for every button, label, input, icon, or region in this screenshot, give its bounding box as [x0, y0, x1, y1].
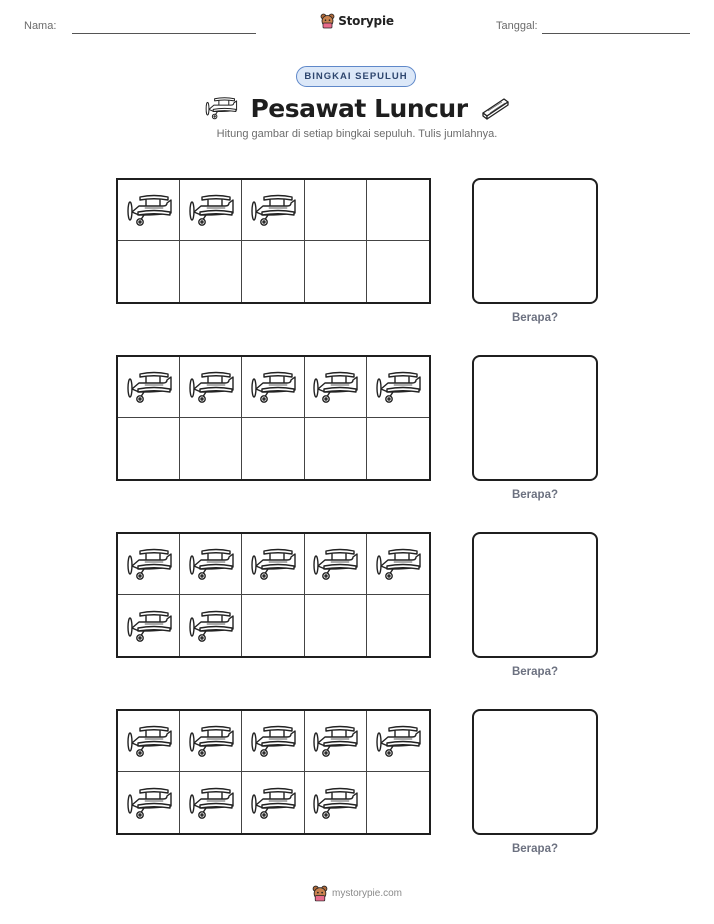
answer-box[interactable] — [472, 709, 598, 835]
biplane-icon — [125, 786, 173, 820]
frame-cell — [367, 180, 429, 241]
frame-cell — [305, 711, 367, 772]
name-label: Nama: — [24, 20, 57, 32]
frame-cell — [242, 357, 304, 418]
biplane-icon — [311, 786, 359, 820]
biplane-icon — [311, 547, 359, 581]
frame-cell — [180, 241, 242, 302]
biplane-icon — [125, 193, 173, 227]
instructions: Hitung gambar di setiap bingkai sepuluh. Tulis jumlahnya. — [216, 128, 498, 140]
frame-cell — [242, 534, 304, 595]
frame-cell — [305, 595, 367, 656]
bear-logo-icon — [320, 13, 335, 29]
frame-cell — [118, 357, 180, 418]
frame-cell — [367, 241, 429, 302]
biplane-icon — [249, 786, 297, 820]
frame-cell — [180, 772, 242, 833]
frame-cell — [118, 534, 180, 595]
biplane-icon — [374, 724, 422, 758]
frame-cell — [305, 772, 367, 833]
frame-cell — [305, 241, 367, 302]
frame-cell — [367, 772, 429, 833]
footer-url: mystorypie.com — [331, 888, 402, 899]
date-line[interactable] — [542, 33, 690, 34]
frame-cell — [242, 241, 304, 302]
biplane-icon — [249, 547, 297, 581]
bear-logo-icon — [312, 885, 328, 902]
page-title: Pesawat Luncur — [250, 93, 468, 123]
biplane-icon — [187, 786, 235, 820]
frame-cell — [118, 772, 180, 833]
biplane-icon — [125, 724, 173, 758]
frame-cell — [367, 595, 429, 656]
answer-label: Berapa? — [511, 312, 559, 324]
frame-cell — [242, 595, 304, 656]
frame-cell — [305, 357, 367, 418]
answer-box[interactable] — [472, 355, 598, 481]
frame-cell — [242, 772, 304, 833]
answer-label: Berapa? — [511, 843, 559, 855]
wood-plank-icon — [480, 96, 510, 120]
ten-frame — [116, 709, 431, 835]
answer-box[interactable] — [472, 178, 598, 304]
biplane-icon — [187, 370, 235, 404]
frame-cell — [118, 241, 180, 302]
biplane-icon — [311, 370, 359, 404]
biplane-icon — [249, 724, 297, 758]
name-line[interactable] — [72, 33, 256, 34]
title-row — [0, 90, 714, 126]
frame-cell — [242, 711, 304, 772]
ten-frame-row-1 — [116, 178, 616, 338]
ten-frame — [116, 178, 431, 304]
biplane-icon — [187, 724, 235, 758]
ten-frame-row-4 — [116, 709, 616, 869]
biplane-icon — [187, 193, 235, 227]
frame-cell — [305, 418, 367, 479]
biplane-icon — [204, 95, 238, 121]
biplane-icon — [249, 193, 297, 227]
frame-cell — [118, 180, 180, 241]
frame-cell — [305, 534, 367, 595]
frame-cell — [118, 595, 180, 656]
biplane-icon — [374, 547, 422, 581]
frame-cell — [180, 180, 242, 241]
ten-frame-row-3 — [116, 532, 616, 692]
frame-cell — [180, 418, 242, 479]
frame-cell — [305, 180, 367, 241]
biplane-icon — [249, 370, 297, 404]
brand-logo — [0, 13, 714, 29]
answer-label: Berapa? — [511, 666, 559, 678]
frame-cell — [118, 418, 180, 479]
frame-cell — [118, 711, 180, 772]
date-label: Tanggal: — [496, 20, 538, 32]
biplane-icon — [125, 609, 173, 643]
answer-label: Berapa? — [511, 489, 559, 501]
biplane-icon — [125, 370, 173, 404]
frame-cell — [242, 418, 304, 479]
biplane-icon — [125, 547, 173, 581]
biplane-icon — [374, 370, 422, 404]
ten-frame — [116, 532, 431, 658]
category-badge: BINGKAI SEPULUH — [296, 66, 416, 87]
biplane-icon — [187, 609, 235, 643]
ten-frame-row-2 — [116, 355, 616, 515]
biplane-icon — [311, 724, 359, 758]
brand-name: Storypie — [338, 14, 394, 28]
biplane-icon — [187, 547, 235, 581]
frame-cell — [180, 595, 242, 656]
frame-cell — [180, 534, 242, 595]
answer-box[interactable] — [472, 532, 598, 658]
frame-cell — [367, 357, 429, 418]
footer — [0, 885, 714, 902]
ten-frame — [116, 355, 431, 481]
frame-cell — [367, 418, 429, 479]
frame-cell — [180, 711, 242, 772]
frame-cell — [180, 357, 242, 418]
frame-cell — [367, 711, 429, 772]
frame-cell — [367, 534, 429, 595]
frame-cell — [242, 180, 304, 241]
